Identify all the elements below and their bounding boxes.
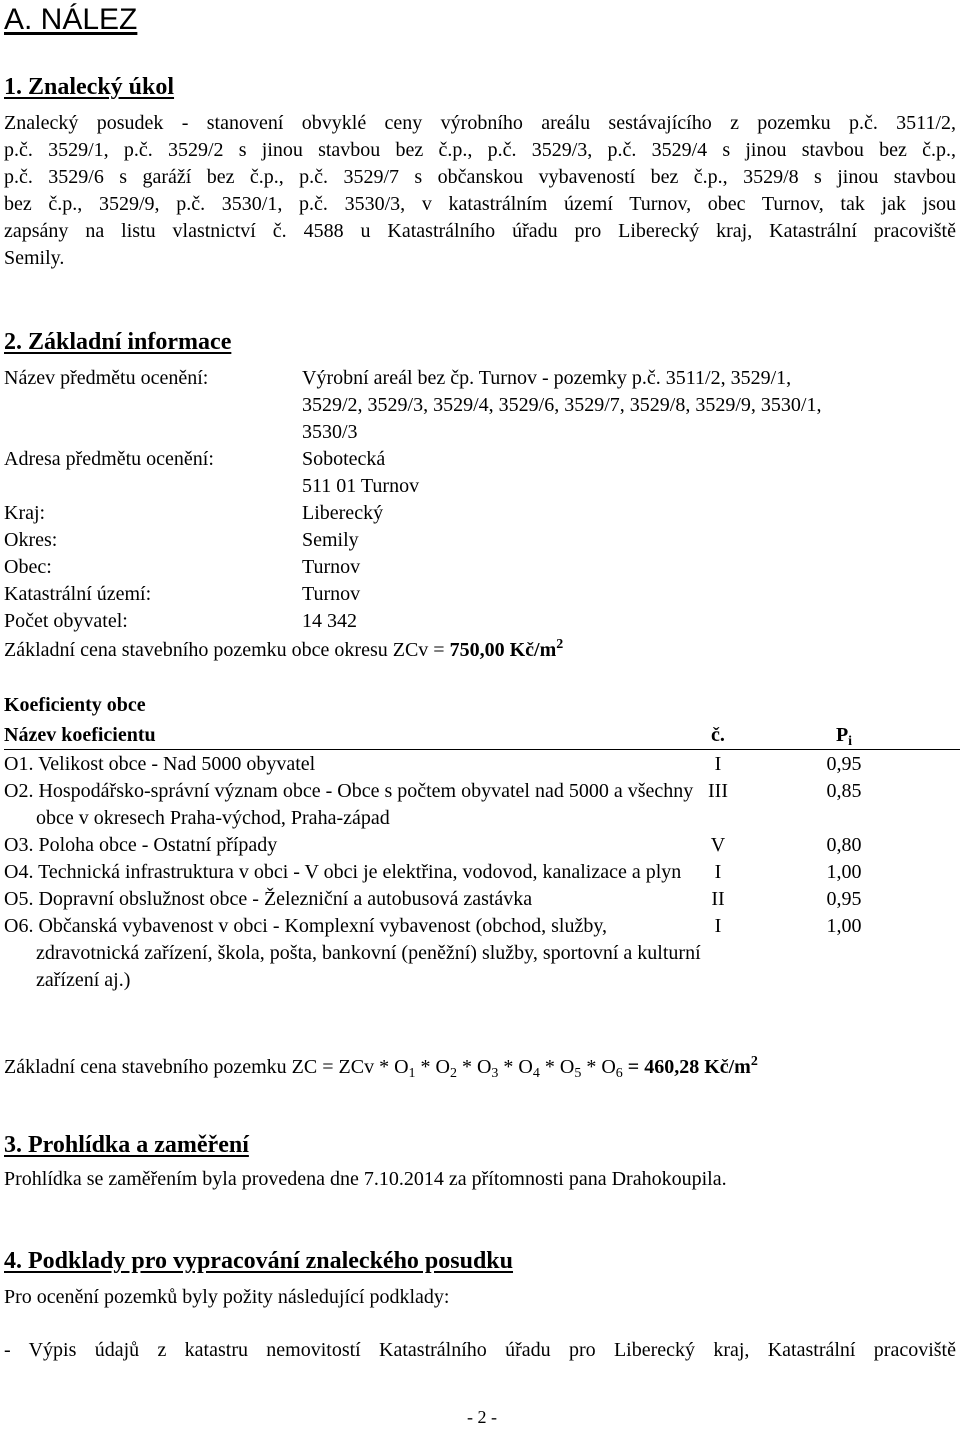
formula-sub: 2 <box>449 1066 457 1081</box>
page-heading: A. NÁLEZ <box>4 3 138 36</box>
coefficient-row <box>4 778 960 832</box>
section-1-line: Znalecký posudek - stanovení obvyklé ceny výrobního areálu sestávajícího z pozemku p.č. 3511/2, <box>4 112 956 134</box>
section-3-title: 3. Prohlídka a zaměření <box>4 1132 249 1158</box>
coefficient-row <box>4 751 960 778</box>
coefficient-name: O3. Poloha obce - Ostatní případy <box>4 834 278 856</box>
section-4-intro: Pro ocenění pozemků byly požity následující podklady: <box>4 1286 450 1308</box>
section-1-line: p.č. 3529/6 s garáží bez č.p., p.č. 3529/7 s občanskou vybaveností bez č.p., 3529/8 s jinou stavbou <box>4 166 956 188</box>
subject-label: Název předmětu ocenění: <box>4 367 209 389</box>
population-label: Počet obyvatel: <box>4 610 128 632</box>
formula-sub: 3 <box>491 1066 499 1081</box>
column-value-subscript: i <box>848 734 853 749</box>
municipality-label: Obec: <box>4 556 52 578</box>
price-formula <box>4 1054 758 1081</box>
page-number: - 2 - <box>467 1407 497 1427</box>
address-value <box>302 446 956 500</box>
address-line: 511 01 Turnov <box>302 475 420 497</box>
coefficient-number: III <box>708 780 728 802</box>
section-1-line: p.č. 3529/1, p.č. 3529/2 s jinou stavbou bez č.p., p.č. 3529/3, p.č. 3529/4 s jinou stavbou bez č.p., <box>4 139 956 161</box>
coefficient-row <box>4 832 960 859</box>
section-4-item <box>4 1337 956 1364</box>
subject-value <box>302 365 956 446</box>
formula-sub: 1 <box>408 1066 416 1081</box>
coefficient-value: 1,00 <box>826 915 862 937</box>
formula-op: * O <box>581 1056 616 1078</box>
section-4-title: 4. Podklady pro vypracování znaleckého posudku <box>4 1248 514 1274</box>
population-value: 14 342 <box>302 610 357 632</box>
section-1-text <box>4 110 956 272</box>
coefficient-number: V <box>710 834 726 856</box>
coefficients-header <box>4 722 960 750</box>
section-1-line: bez č.p., 3529/9, p.č. 3530/1, p.č. 3530/3, v katastrálním území Turnov, obec Turnov, tak jak jsou <box>4 193 956 215</box>
coefficient-number: I <box>714 915 722 937</box>
region-value: Liberecký <box>302 502 384 524</box>
column-value-header <box>804 722 884 749</box>
coefficient-name: O6. Občanská vybavenost v obci - Komplexní vybavenost (obchod, služby, zdravotnická zařízení, škola, pošta, bankovní (peněžní) služby, sportovní a kulturní zařízení aj.) <box>4 915 701 991</box>
coefficient-row <box>4 886 960 913</box>
cadastral-label: Katastrální území: <box>4 583 152 605</box>
coefficients-table <box>4 722 960 994</box>
section-1-title: 1. Znalecký úkol <box>4 74 175 100</box>
coefficient-value: 0,95 <box>826 753 862 775</box>
municipality-value: Turnov <box>302 556 361 578</box>
formula-equals: = <box>622 1056 645 1078</box>
coefficient-value: 0,85 <box>826 780 862 802</box>
formula-result-exponent: 2 <box>750 1054 758 1069</box>
formula-op: * O <box>415 1056 450 1078</box>
subject-line: Výrobní areál bez čp. Turnov - pozemky p.č. 3511/2, 3529/1, <box>302 367 792 389</box>
coefficient-value: 1,00 <box>826 861 862 883</box>
coefficient-row <box>4 913 960 994</box>
section-3-text: Prohlídka se zaměřením byla provedena dne 7.10.2014 za přítomnosti pana Drahokoupila. <box>4 1168 727 1190</box>
district-label: Okres: <box>4 529 58 551</box>
formula-op: * O <box>498 1056 533 1078</box>
formula-sub: 4 <box>532 1066 540 1081</box>
base-price-text <box>4 637 563 664</box>
formula-result: 460,28 Kč/m <box>644 1056 751 1078</box>
coefficient-value: 0,95 <box>826 888 862 910</box>
subject-line: 3529/2, 3529/3, 3529/4, 3529/6, 3529/7, 3529/8, 3529/9, 3530/1, <box>302 394 822 416</box>
formula-sub: 5 <box>574 1066 582 1081</box>
base-price-label: Základní cena stavebního pozemku obce okresu ZCv = <box>4 639 450 661</box>
coefficient-name: O4. Technická infrastruktura v obci - V obci je elektřina, vodovod, kanalizace a plyn <box>4 861 682 883</box>
coefficient-row <box>4 859 960 886</box>
coefficient-number: II <box>711 888 725 910</box>
coefficient-number: I <box>714 753 722 775</box>
base-price-value: 750,00 Kč/m <box>449 639 557 661</box>
subject-line: 3530/3 <box>302 421 358 443</box>
address-label: Adresa předmětu ocenění: <box>4 448 214 470</box>
address-line: Sobotecká <box>302 448 386 470</box>
district-value: Semily <box>302 529 359 551</box>
coefficient-name: O5. Dopravní obslužnost obce - Železniční a autobusová zastávka <box>4 888 533 910</box>
column-number-header: č. <box>711 724 725 746</box>
column-name-header: Název koeficientu <box>4 724 156 746</box>
formula-sub: 6 <box>615 1066 623 1081</box>
base-price-exponent: 2 <box>556 637 564 652</box>
formula-prefix: Základní cena stavebního pozemku ZC = ZCv * O <box>4 1056 409 1078</box>
coefficient-value: 0,80 <box>826 834 862 856</box>
source-item: - Výpis údajů z katastru nemovitostí Katastrálního úřadu pro Liberecký kraj, Katastrální pracoviště <box>4 1339 956 1361</box>
coefficient-number: I <box>714 861 722 883</box>
formula-op: * O <box>456 1056 492 1078</box>
formula-op: * O <box>539 1056 575 1078</box>
coefficients-title: Koeficienty obce <box>4 694 146 716</box>
region-label: Kraj: <box>4 502 46 524</box>
section-2-title: 2. Základní informace <box>4 329 232 355</box>
coefficient-name: O2. Hospodářsko-správní význam obce - Obce s počtem obyvatel nad 5000 a všechny obce v okresech Praha-východ, Praha-západ <box>4 780 694 829</box>
section-1-line: Semily. <box>4 247 65 269</box>
section-1-line: zapsány na listu vlastnictví č. 4588 u Katastrálního úřadu pro Liberecký kraj, Katastrální pracoviště <box>4 220 956 242</box>
cadastral-value: Turnov <box>302 583 361 605</box>
coefficient-name: O1. Velikost obce - Nad 5000 obyvatel <box>4 753 316 775</box>
column-value-label: P <box>835 724 849 746</box>
